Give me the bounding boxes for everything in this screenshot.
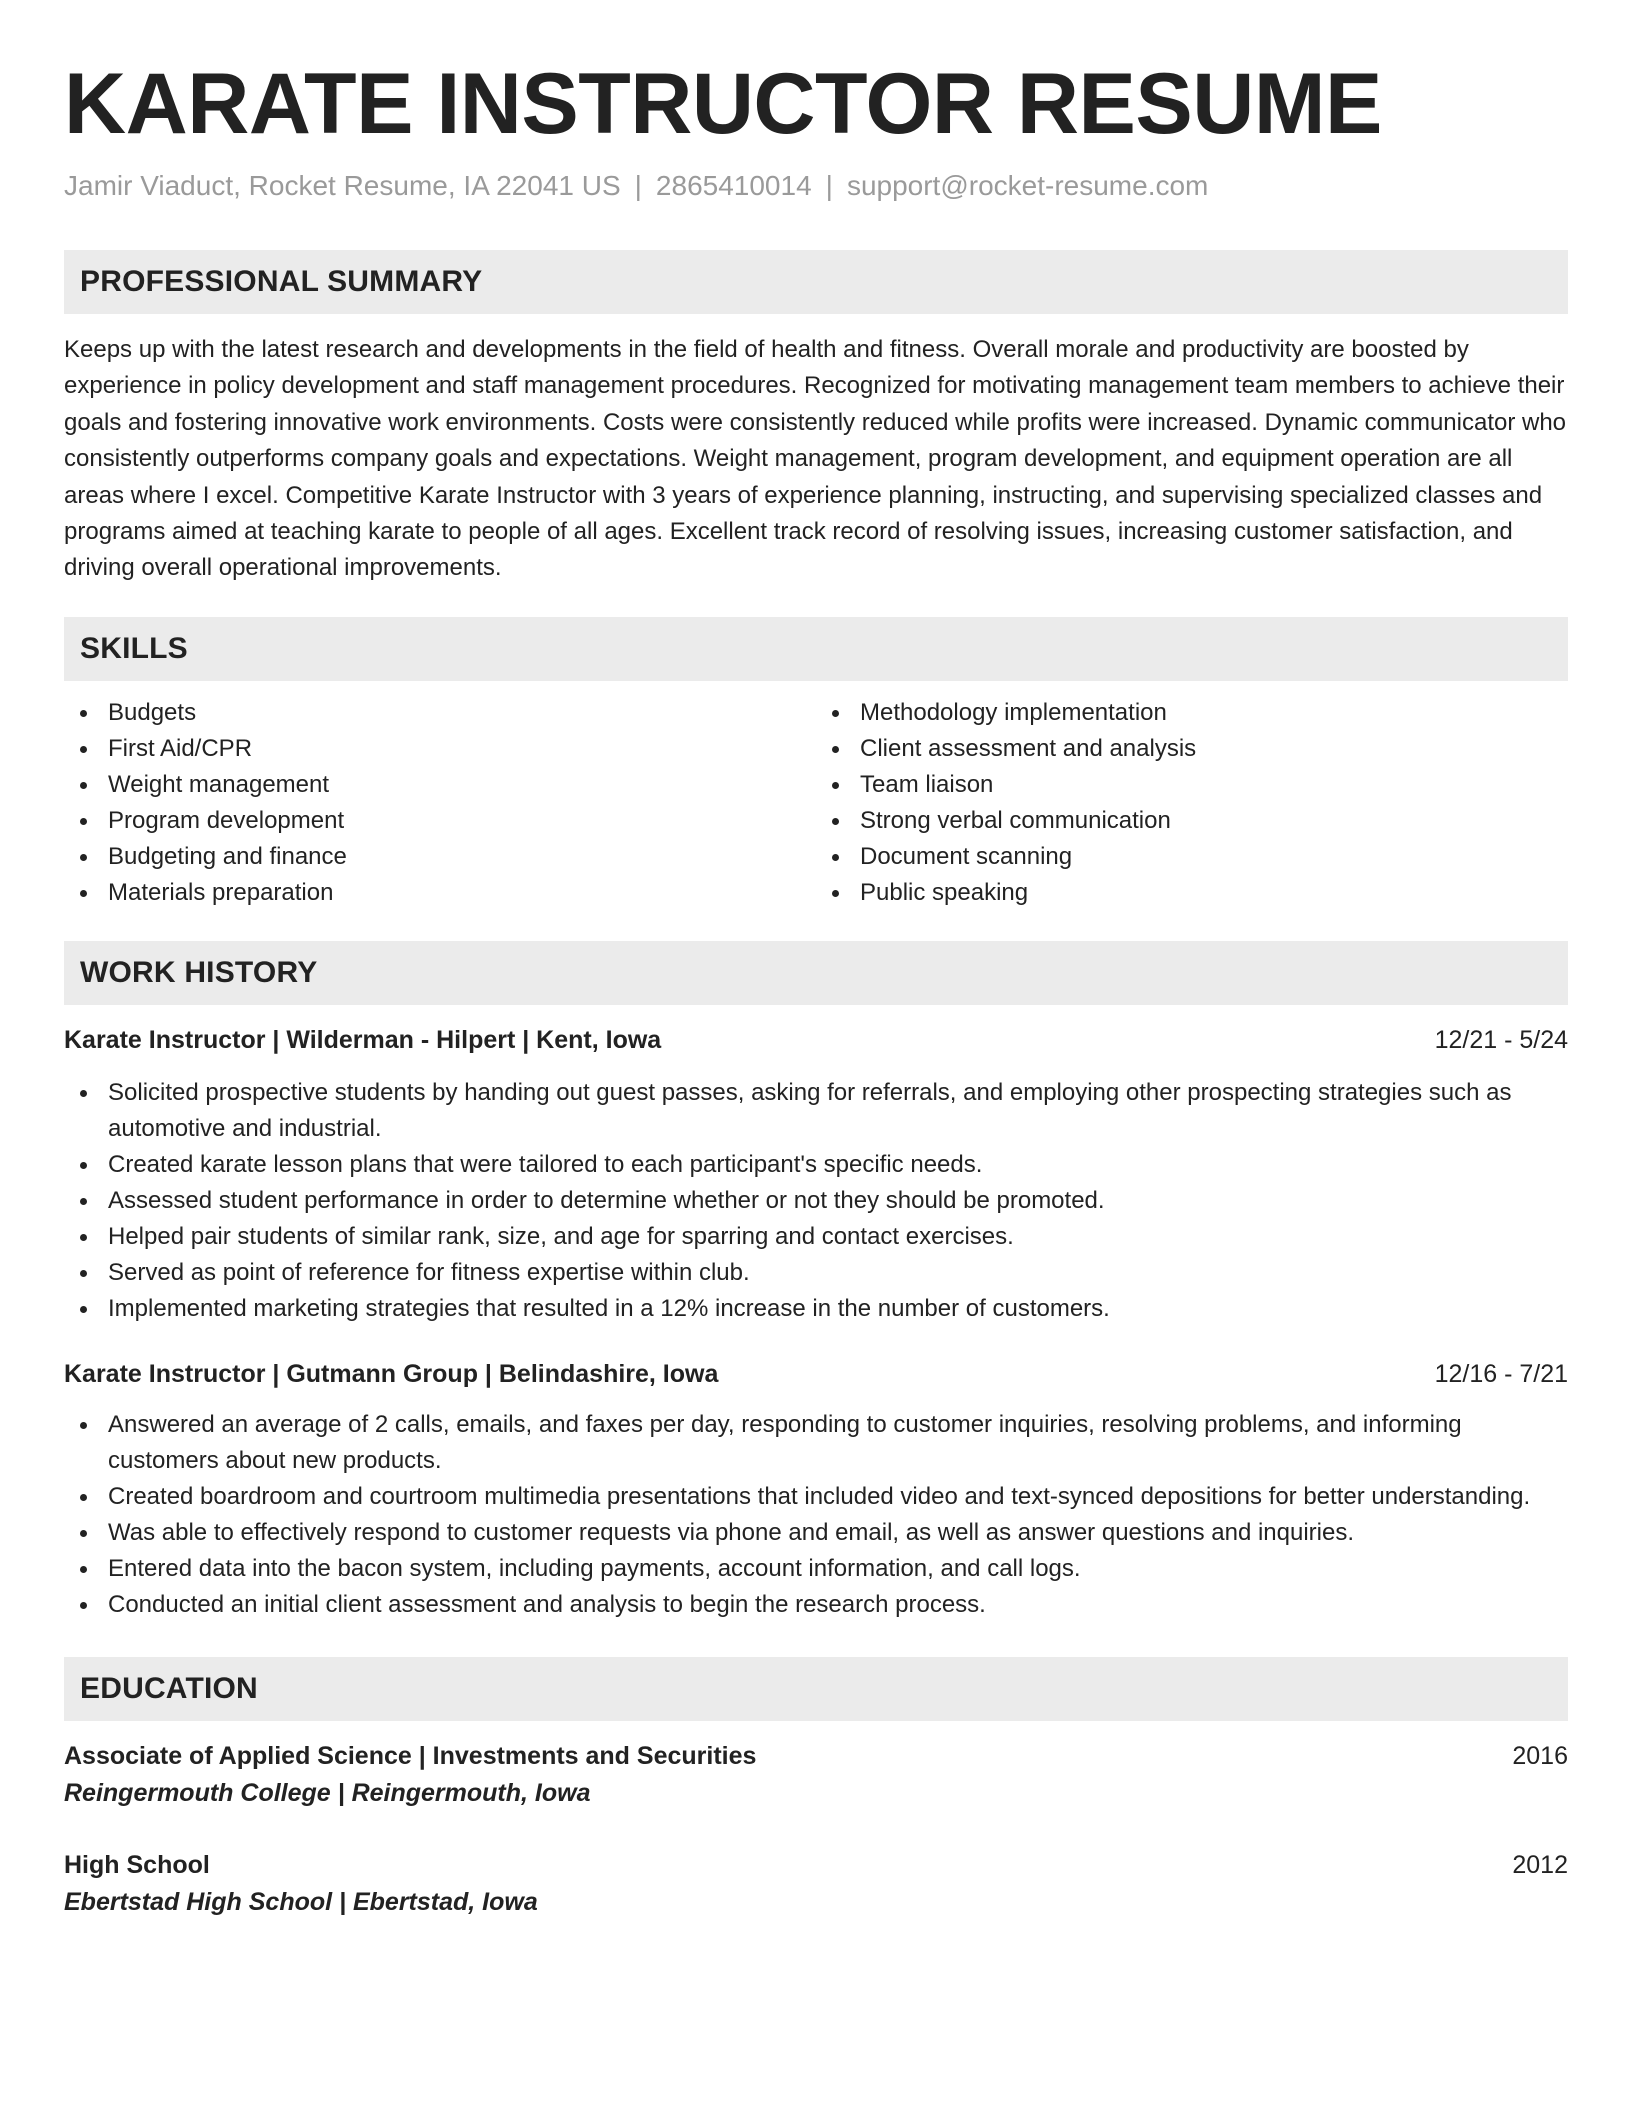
skill-label: First Aid/CPR [108, 734, 253, 762]
skill-label: Client assessment and analysis [860, 734, 1197, 762]
job-bullet [64, 1219, 1568, 1255]
education-section-header: EDUCATION [64, 1657, 1568, 1721]
education-degree: High School [64, 1850, 210, 1879]
bullet-icon [832, 854, 839, 861]
bullet-icon [80, 1602, 87, 1609]
skill-label: Team liaison [860, 770, 994, 798]
bullet-icon [832, 746, 839, 753]
job-bullets [64, 1407, 1568, 1623]
work-section-header: WORK HISTORY [64, 941, 1568, 1005]
bullet-icon [80, 746, 87, 753]
job-bullet-text: Implemented marketing strategies that resulted in a 12% increase in the number of customers. [108, 1294, 1110, 1322]
skills-right-column [816, 695, 1568, 911]
job-bullet [64, 1587, 1568, 1623]
bullet-icon [832, 818, 839, 825]
bullet-icon [80, 1306, 87, 1313]
bullet-icon [80, 890, 87, 897]
skill-item [64, 839, 816, 875]
skill-item [64, 731, 816, 767]
job-title: Karate Instructor | Gutmann Group | Belindashire, Iowa [64, 1359, 719, 1388]
bullet-icon [80, 854, 87, 861]
job-header [64, 1357, 1568, 1391]
education-school: Ebertstad High School | Ebertstad, Iowa [64, 1887, 538, 1916]
job-bullet-text: Assessed student performance in order to determine whether or not they should be promoted. [108, 1186, 1105, 1214]
contact-phone: 2865410014 [655, 170, 812, 201]
bullet-icon [80, 1422, 87, 1429]
education-school: Reingermouth College | Reingermouth, Iowa [64, 1778, 591, 1807]
skill-item [64, 767, 816, 803]
bullet-icon [80, 710, 87, 717]
job-entry [64, 1357, 1568, 1623]
skills-section-header: SKILLS [64, 617, 1568, 681]
bullet-icon [80, 782, 87, 789]
job-bullet [64, 1515, 1568, 1551]
skill-label: Budgets [108, 698, 197, 726]
bullet-icon [832, 710, 839, 717]
job-bullet [64, 1551, 1568, 1587]
job-entry [64, 1023, 1568, 1327]
education-header [64, 1739, 1568, 1773]
skill-label: Document scanning [860, 842, 1073, 870]
bullet-icon [80, 1270, 87, 1277]
job-bullet-text: Conducted an initial client assessment and analysis to begin the research process. [108, 1590, 986, 1618]
job-header [64, 1023, 1568, 1057]
contact-address: Jamir Viaduct, Rocket Resume, IA 22041 US [64, 170, 621, 201]
job-bullet [64, 1255, 1568, 1291]
job-bullet-text: Answered an average of 2 calls, emails, and faxes per day, responding to customer inquiries, resolving problems, and informing customers about new products. [108, 1410, 1462, 1474]
skills-grid [64, 695, 1568, 911]
contact-email: support@rocket-resume.com [846, 170, 1209, 201]
skill-label: Materials preparation [108, 878, 334, 906]
education-header [64, 1848, 1568, 1882]
job-bullet [64, 1291, 1568, 1327]
skill-item [64, 803, 816, 839]
bullet-icon [80, 1494, 87, 1501]
education-degree: Associate of Applied Science | Investments and Securities [64, 1741, 757, 1770]
summary-text: Keeps up with the latest research and developments in the field of health and fitness. Overall morale and productivity are boosted by experience in policy development and staff management procedures. Recognized for motivating management team members to achieve their goals and fostering innovative work environments. Costs were consistently reduced while profits were increased. Dynamic communicator who consistently outperforms company goals and expectations. Weight management, program development, and equipment operation are all areas where I excel. Competitive Karate Instructor with 3 years of experience planning, instructing, and supervising specialized classes and programs aimed at teaching karate to people of all ages. Excellent track record of resolving issues, increasing customer satisfaction, and driving overall operational improvements. [64, 336, 1567, 582]
skill-label: Methodology implementation [860, 698, 1167, 726]
job-bullet [64, 1075, 1568, 1147]
resume-title: KARATE INSTRUCTOR RESUME [64, 56, 1382, 152]
job-bullet-text: Created boardroom and courtroom multimedia presentations that included video and text-synced depositions for better understanding. [108, 1482, 1531, 1510]
bullet-icon [80, 818, 87, 825]
job-dates: 12/16 - 7/21 [1434, 1359, 1568, 1388]
job-bullet-text: Helped pair students of similar rank, size, and age for sparring and contact exercises. [108, 1222, 1014, 1250]
skill-label: Program development [108, 806, 345, 834]
contact-line [64, 168, 1568, 204]
skill-item [816, 767, 1568, 803]
bullet-icon [80, 1090, 87, 1097]
skill-label: Public speaking [860, 878, 1029, 906]
job-bullet-text: Solicited prospective students by handing out guest passes, asking for referrals, and employing other prospecting strategies such as automotive and industrial. [108, 1078, 1512, 1142]
job-title: Karate Instructor | Wilderman - Hilpert | Kent, Iowa [64, 1025, 662, 1054]
education-year: 2012 [1512, 1850, 1568, 1879]
bullet-icon [80, 1566, 87, 1573]
job-bullet [64, 1407, 1568, 1479]
skill-label: Weight management [108, 770, 330, 798]
contact-separator: | [634, 170, 642, 201]
skill-item [816, 875, 1568, 911]
bullet-icon [80, 1234, 87, 1241]
skills-left-column [64, 695, 816, 911]
skill-label: Strong verbal communication [860, 806, 1171, 834]
job-bullet-text: Served as point of reference for fitness expertise within club. [108, 1258, 750, 1286]
education-entry [64, 1739, 1568, 1810]
job-bullet-text: Created karate lesson plans that were tailored to each participant's specific needs. [108, 1150, 983, 1178]
job-bullet [64, 1183, 1568, 1219]
job-bullet-text: Entered data into the bacon system, including payments, account information, and call logs. [108, 1554, 1081, 1582]
skill-item [816, 731, 1568, 767]
skill-item [816, 803, 1568, 839]
job-bullet [64, 1479, 1568, 1515]
skill-item [64, 875, 816, 911]
job-dates: 12/21 - 5/24 [1434, 1025, 1568, 1054]
contact-separator: | [825, 170, 833, 201]
bullet-icon [80, 1530, 87, 1537]
skill-item [64, 695, 816, 731]
job-bullet-text: Was able to effectively respond to customer requests via phone and email, as well as answer questions and inquiries. [108, 1518, 1355, 1546]
education-year: 2016 [1512, 1741, 1568, 1770]
bullet-icon [832, 782, 839, 789]
bullet-icon [832, 890, 839, 897]
education-entry [64, 1848, 1568, 1919]
skill-item [816, 839, 1568, 875]
bullet-icon [80, 1162, 87, 1169]
summary-section-header: PROFESSIONAL SUMMARY [64, 250, 1568, 314]
skill-label: Budgeting and finance [108, 842, 347, 870]
job-bullets [64, 1075, 1568, 1327]
skill-item [816, 695, 1568, 731]
bullet-icon [80, 1198, 87, 1205]
job-bullet [64, 1147, 1568, 1183]
